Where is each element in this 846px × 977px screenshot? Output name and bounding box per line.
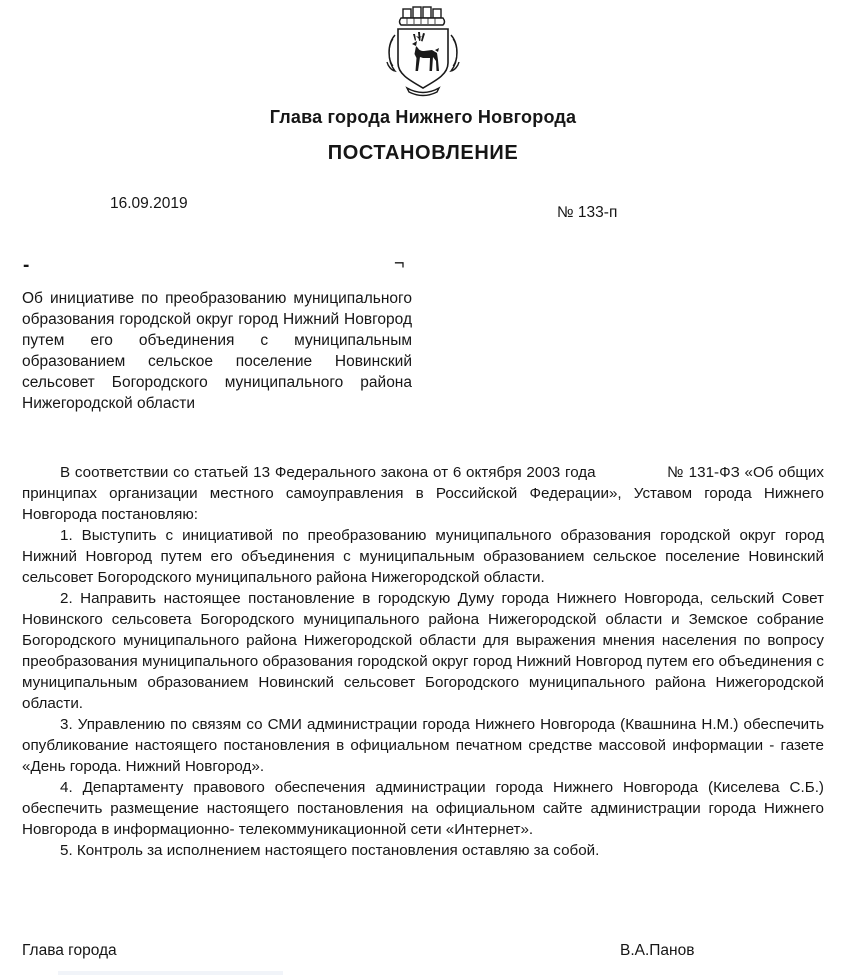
subject-corner-mark-right: ¬ — [394, 253, 405, 273]
ribbon-icon — [407, 88, 439, 96]
doc-date: 16.09.2019 — [110, 195, 188, 212]
page-bottom-artifact — [58, 971, 283, 975]
paragraph-item-3: 3. Управлению по связям со СМИ администрации города Нижнего Новгорода (Квашнина Н.М.) обеспечить опубликование настоящего постановления в официальном печатном средстве массовой информации - газете «День города. Нижний Новгород». — [22, 716, 824, 775]
org-title: Глава города Нижнего Новгорода — [269, 107, 577, 127]
coat-of-arms-icon — [367, 3, 479, 99]
mural-crown-icon — [400, 7, 445, 25]
paragraph-item-1: 1. Выступить с инициативой по преобразованию муниципального образования городской округ город Нижний Новгород путем его объединения с муниципальным образованием сельское поселение Новинский сельсовет Богородского муниципального района Нижегородской области. — [22, 527, 824, 586]
paragraph-intro: В соответствии со статьей 13 Федерального закона от 6 октября 2003 года № 131-ФЗ «Об общих принципах организации местного самоуправления в Российской Федерации», Уставом города Нижнего Новгорода постановляю: — [22, 464, 824, 523]
subject-corner-mark-left: - — [23, 255, 30, 276]
document-body — [22, 462, 824, 861]
paragraph-item-4: 4. Департаменту правового обеспечения администрации города Нижнего Новгорода (Киселева С.Б.) обеспечить размещение настоящего постановления на официальном сайте администрации города Нижнего Новгорода в информационно- телекоммуникационной сети «Интернет». — [22, 779, 824, 838]
subject-text: Об инициативе по преобразованию муниципального образования городской округ город Нижний Новгород путем его объединения с муниципальным образованием сельское поселение Новинский сельсовет Богородского муниципального района Нижегородской области — [22, 290, 412, 412]
signature-name: В.А.Панов — [620, 942, 695, 959]
doc-number: № 133-п — [557, 204, 618, 221]
signature-position: Глава города — [22, 942, 117, 959]
paragraph-item-5: 5. Контроль за исполнением настоящего постановления оставляю за собой. — [60, 842, 600, 859]
doc-type-title: ПОСТАНОВЛЕНИЕ — [327, 142, 519, 164]
paragraph-item-2: 2. Направить настоящее постановление в городскую Думу города Нижнего Новгорода, сельский Совет Новинского сельсовета Богородского муниципального района Нижегородской области и Земское собрание Богородского муниципального района Нижегородской области для выражения мнения населения по вопросу преобразования муниципального образования городской округ город Нижний Новгород путем его объединения с муниципальным образованием Новинский сельсовет Богородского муниципального района Нижегородской области. — [22, 590, 824, 712]
